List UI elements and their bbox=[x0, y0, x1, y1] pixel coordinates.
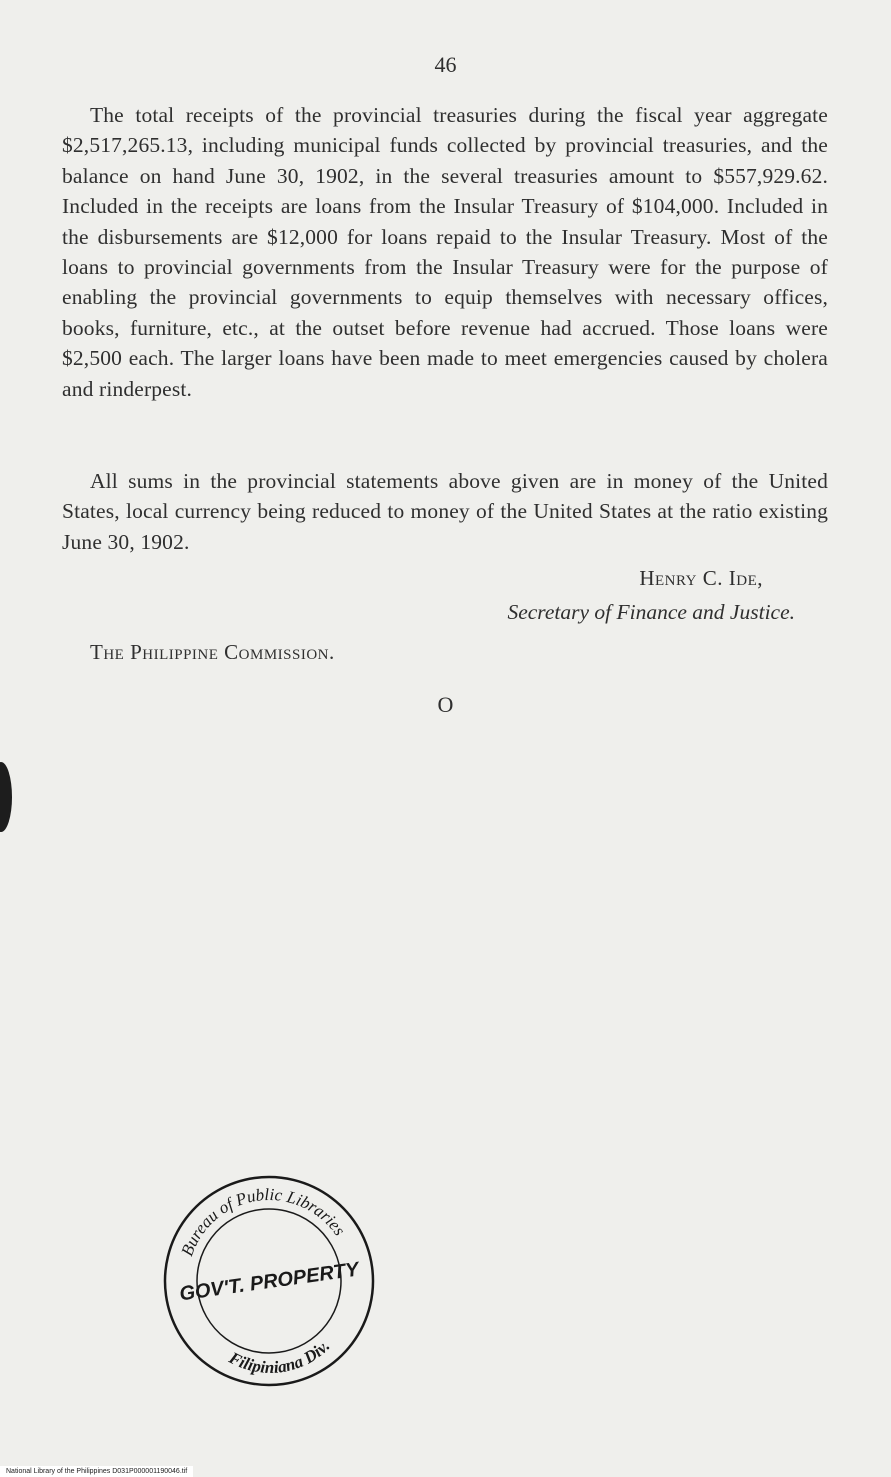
page-number: 46 bbox=[434, 52, 457, 77]
signature-title: Secretary of Finance and Justice. bbox=[507, 600, 795, 624]
signature-name: Henry C. Ide, bbox=[639, 566, 763, 590]
paragraph-text: The total receipts of the provincial treasuries during the fiscal year aggregate $2,517,265.13, including municipal funds collected by provincial treasuries, and the balance on hand June 30, 1902, in the several treasuries amount to $557,929.62. Included in the receipts are loans from the Insular Treasury of $104,000. Included in the disbursements are $12,000 for loans repaid to the Insular Treasury. Most of the loans to provincial governments from the Insular Treasury were for the purpose of enabling the provincial governments to equip themselves with necessary offices, books, furniture, etc., at the outset before revenue had accrued. Those loans were $2,500 each. The larger loans have been made to meet emergencies caused by cholera and rinderpest. bbox=[62, 103, 828, 401]
stamp-center-text: GOV'T. PROPERTY bbox=[178, 1258, 361, 1306]
binding-hole-mark bbox=[0, 762, 12, 832]
body-paragraph-1 bbox=[62, 100, 828, 404]
end-mark: O bbox=[437, 692, 454, 717]
paragraph-text: All sums in the provincial statements above given are in money of the United States, local currency being reduced to money of the United States at the ratio existing June 30, 1902. bbox=[62, 469, 828, 554]
addressee: The Philippine Commission. bbox=[90, 640, 335, 664]
stamp-bottom-text: Filipiniana Div. bbox=[226, 1336, 334, 1377]
body-paragraph-2 bbox=[62, 466, 828, 557]
scan-footer: National Library of the Philippines D031P000001190046.tif bbox=[0, 1466, 193, 1477]
stamp-top-text: Bureau of Public Libraries bbox=[177, 1184, 350, 1259]
library-stamp bbox=[158, 1170, 380, 1392]
